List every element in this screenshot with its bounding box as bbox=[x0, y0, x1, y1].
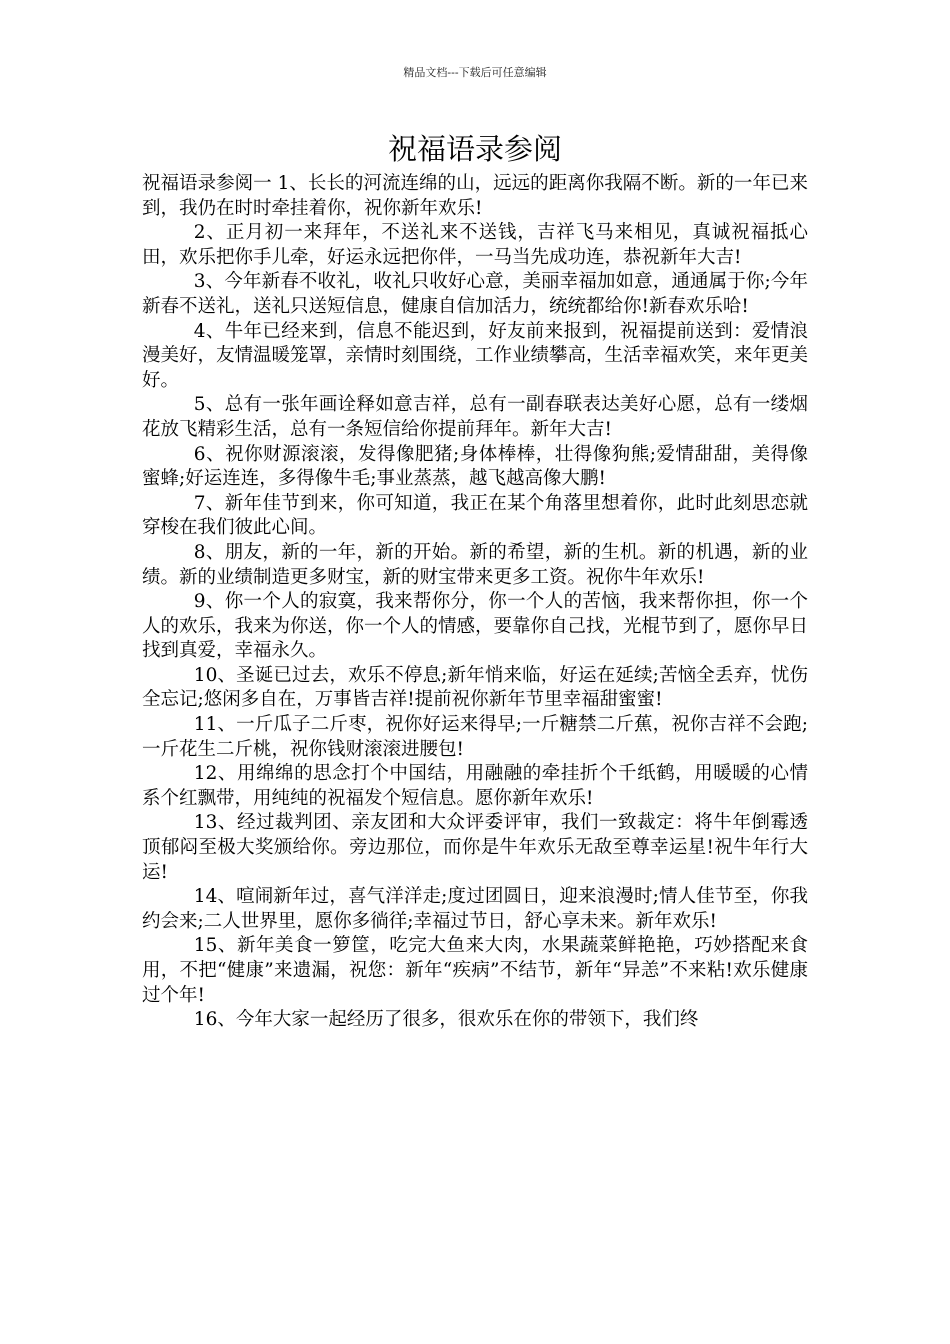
paragraph-3: 3、今年新春不收礼，收礼只收好心意，美丽幸福加如意，通通属于你;今年新春不送礼，送礼只送短信息，健康自信加活力，统统都给你!新春欢乐哈! bbox=[142, 271, 808, 317]
paragraph-10: 10、圣诞已过去，欢乐不停息;新年悄来临，好运在延续;苦恼全丢弃，忧伤全忘记;悠闲多自在，万事皆吉祥!提前祝你新年节里幸福甜蜜蜜! bbox=[142, 664, 808, 711]
paragraph-14: 14、喧闹新年过，喜气洋洋走;度过团圆日，迎来浪漫时;情人佳节至，你我约会来;二人世界里，愿你多徜徉;幸福过节日，舒心享未来。新年欢乐! bbox=[142, 886, 808, 932]
paragraph-4: 4、牛年已经来到，信息不能迟到，好友前来报到，祝福提前送到：爱情浪漫美好，友情温暖笼罩，亲情时刻围绕，工作业绩攀高，生活幸福欢笑，来年更美好。 bbox=[142, 320, 809, 391]
paragraph-11: 11、一斤瓜子二斤枣，祝你好运来得早;一斤糖禁二斤蕉，祝你吉祥不会跑;一斤花生二斤桃，祝你钱财滚滚进腰包! bbox=[142, 714, 808, 760]
page-header-note: 精品文档---下载后可任意编辑 bbox=[403, 66, 547, 79]
document-body bbox=[142, 172, 808, 1033]
paragraph-13: 13、经过裁判团、亲友团和大众评委评审，我们一致裁定：将牛年倒霉透顶郁闷至极大奖颁给你。旁边那位，而你是牛年欢乐无敌至尊幸运星!祝牛年行大运! bbox=[142, 812, 808, 883]
paragraph-16: 16、今年大家一起经历了很多，很欢乐在你的带领下，我们终 bbox=[193, 1009, 699, 1031]
paragraph-5: 5、总有一张年画诠释如意吉祥，总有一副春联表达美好心愿，总有一缕烟花放飞精彩生活，总有一条短信给你提前拜年。新年大吉! bbox=[142, 394, 808, 440]
document-title: 祝福语录参阅 bbox=[387, 132, 562, 166]
paragraph-9: 9、你一个人的寂寞，我来帮你分，你一个人的苦恼，我来帮你担，你一个人的欢乐，我来为你送，你一个人的情感，要靠你自己找，光棍节到了，愿你早日找到真爱，幸福永久。 bbox=[142, 591, 809, 662]
paragraph-2: 2、正月初一来拜年，不送礼来不送钱，吉祥飞马来相见，真诚祝福抵心田，欢乐把你手儿牵，好运永远把你伴，一马当先成功连，恭祝新年大吉! bbox=[142, 222, 808, 268]
paragraph-7: 7、新年佳节到来，你可知道，我正在某个角落里想着你，此时此刻思恋就穿梭在我们彼此心间。 bbox=[142, 492, 808, 539]
paragraph-15: 15、新年美食一箩筐，吃完大鱼来大肉，水果蔬菜鲜艳艳，巧妙搭配来食用，不把“健康”来遗漏，祝您：新年“疾病”不结节，新年“异恙”不来粘!欢乐健康过个年! bbox=[142, 935, 808, 1006]
paragraph-6: 6、祝你财源滚滚，发得像肥猪;身体棒棒，壮得像狗熊;爱情甜甜，美得像蜜蜂;好运连连，多得像牛毛;事业蒸蒸，越飞越高像大鹏! bbox=[142, 443, 808, 490]
paragraph-1: 祝福语录参阅一 1、长长的河流连绵的山，远远的距离你我隔不断。新的一年已来到，我仍在时时牵挂着你，祝你新年欢乐! bbox=[142, 173, 808, 219]
paragraph-8: 8、朋友，新的一年，新的开始。新的希望，新的生机。新的机遇，新的业绩。新的业绩制造更多财宝，新的财宝带来更多工资。祝你牛年欢乐! bbox=[142, 541, 808, 588]
paragraph-12: 12、用绵绵的思念打个中国结，用融融的牵挂折个千纸鹤，用暖暖的心情系个红飘带，用纯纯的祝福发个短信息。愿你新年欢乐! bbox=[142, 763, 808, 809]
